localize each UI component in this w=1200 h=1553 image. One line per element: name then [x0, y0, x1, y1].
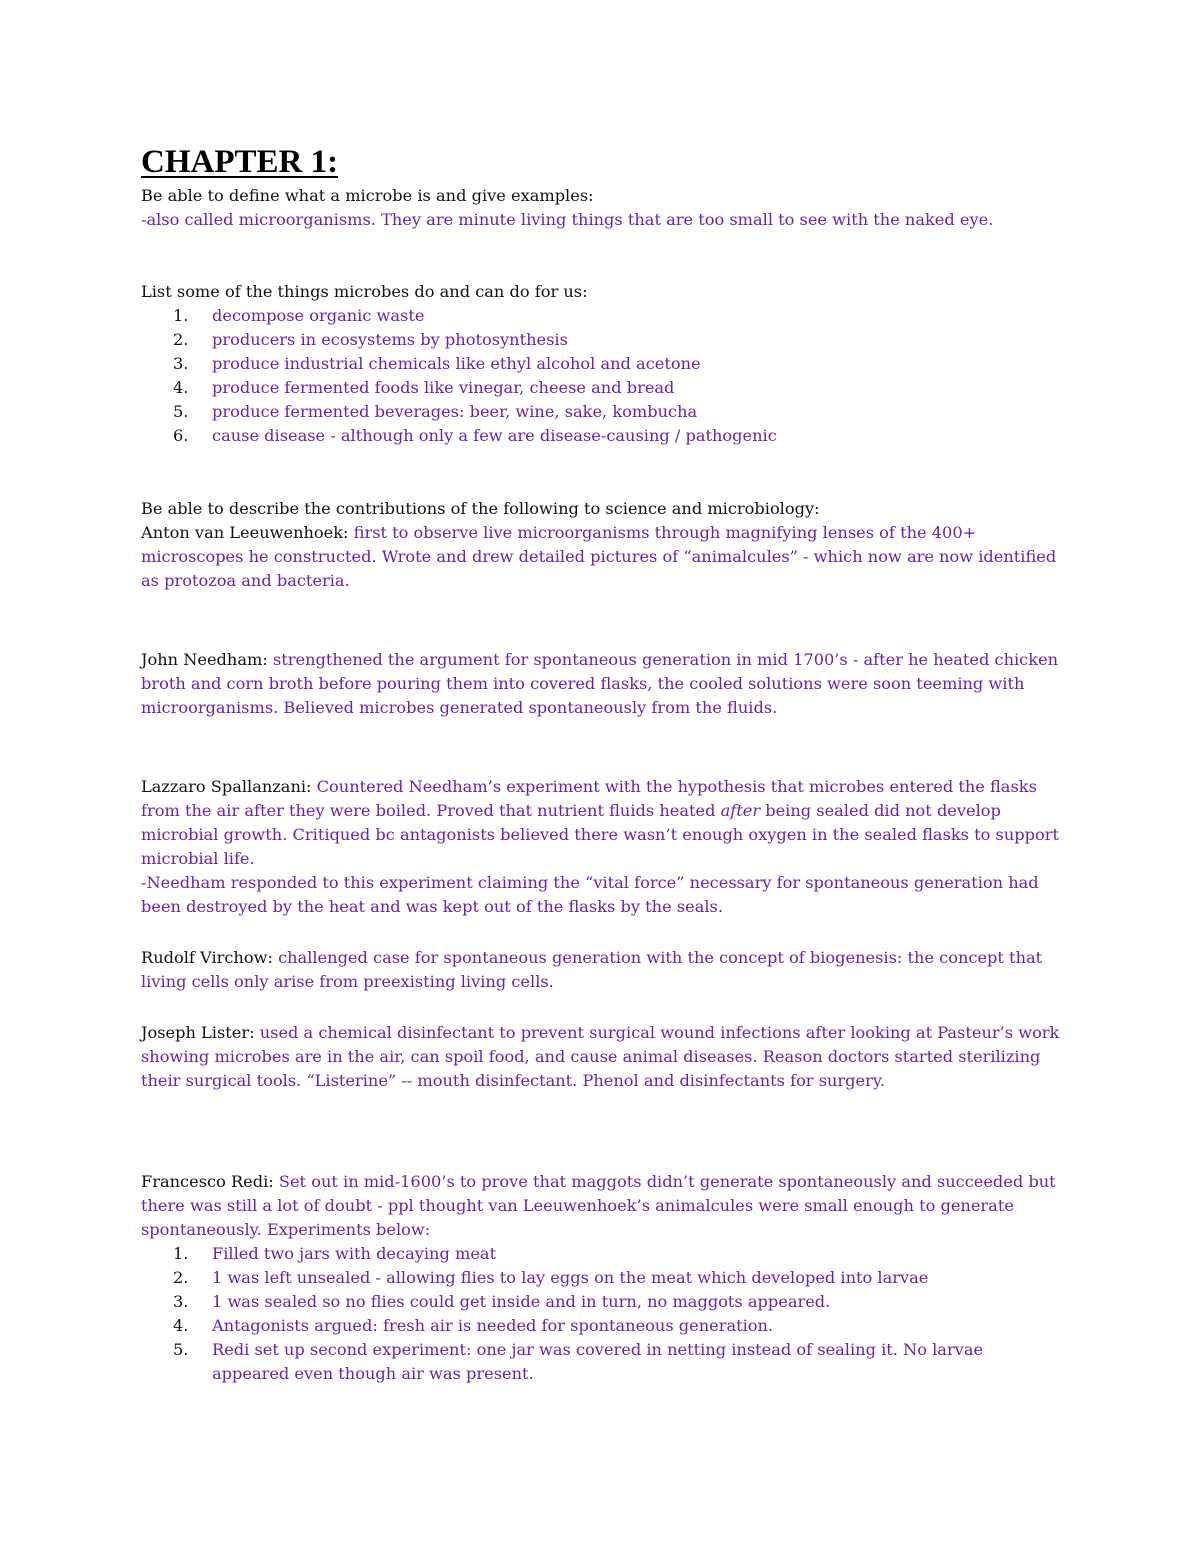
- list-item: [173, 328, 1061, 352]
- list-item: [173, 1290, 1061, 1314]
- list-item: [173, 376, 1061, 400]
- list-number: 6.: [173, 426, 189, 445]
- list-number: 5.: [173, 402, 189, 421]
- list-text: 1 was left unsealed - allowing flies to lay eggs on the meat which developed into larvae: [212, 1268, 929, 1287]
- person-name: John Needham:: [141, 650, 268, 669]
- list-number: 5.: [173, 1340, 189, 1359]
- entry-redi: [141, 1170, 1061, 1242]
- list-text: produce fermented beverages: beer, wine, sake, kombucha: [212, 402, 698, 421]
- emphasis-after: after: [720, 801, 761, 820]
- person-description: strengthened the argument for spontaneous generation in mid 1700’s - after he heated chicken broth and corn broth before pouring them into covered flasks, the cooled solutions were soon teeming with microorganisms. Believed microbes generated spontaneously from the fluids.: [141, 650, 1059, 717]
- list-item: [173, 1338, 1061, 1386]
- list-item: [173, 352, 1061, 376]
- list-item: [173, 1266, 1061, 1290]
- list-text: produce fermented foods like vinegar, cheese and bread: [212, 378, 675, 397]
- person-name: Francesco Redi:: [141, 1172, 274, 1191]
- person-description: Countered Needham’s experiment with the hypothesis that microbes entered the flasks from the air after they were boiled. Proved that nutrient fluids heated: [141, 777, 1037, 820]
- entry-needham: [141, 648, 1061, 720]
- list-item: [173, 424, 1061, 448]
- microbe-uses-list: [141, 304, 1061, 448]
- list-text: produce industrial chemicals like ethyl alcohol and acetone: [212, 354, 701, 373]
- entry-spallanzani: [141, 775, 1061, 871]
- list-text: decompose organic waste: [212, 306, 425, 325]
- list-number: 1.: [173, 1244, 189, 1263]
- person-description: first to observe live microorganisms through magnifying lenses of the 400+ microscopes he constructed. Wrote and drew detailed pictures of “animalcules” - which now are now identified as protozoa and bacteria.: [141, 523, 1057, 590]
- chapter-title: CHAPTER 1:: [141, 144, 339, 180]
- list-item: [173, 400, 1061, 424]
- person-name: Lazzaro Spallanzani:: [141, 777, 312, 796]
- person-name: Joseph Lister:: [141, 1023, 255, 1042]
- question-microbe-uses: List some of the things microbes do and can do for us:: [141, 282, 588, 301]
- list-number: 2.: [173, 330, 189, 349]
- answer-define-microbe: -also called microorganisms. They are minute living things that are too small to see with the naked eye.: [141, 210, 994, 229]
- redi-experiments-list: [141, 1242, 1061, 1386]
- list-text: cause disease - although only a few are disease-causing / pathogenic: [212, 426, 777, 445]
- list-text: Redi set up second experiment: one jar was covered in netting instead of sealing it. No larvae appeared even though air was present.: [212, 1340, 984, 1383]
- person-description: challenged case for spontaneous generation with the concept of biogenesis: the concept that living cells only arise from preexisting living cells.: [141, 948, 1043, 991]
- list-text: 1 was sealed so no flies could get inside and in turn, no maggots appeared.: [212, 1292, 831, 1311]
- list-text: Filled two jars with decaying meat: [212, 1244, 497, 1263]
- list-number: 4.: [173, 1316, 189, 1335]
- entry-leeuwenhoek: [141, 521, 1061, 593]
- spallanzani-needham-response: -Needham responded to this experiment claiming the “vital force” necessary for spontaneous generation had been destroyed by the heat and was kept out of the flasks by the seals.: [141, 873, 1039, 916]
- list-number: 3.: [173, 354, 189, 373]
- question-define-microbe: Be able to define what a microbe is and give examples:: [141, 186, 594, 205]
- entry-virchow: [141, 946, 1061, 994]
- list-item: [173, 304, 1061, 328]
- list-text: producers in ecosystems by photosynthesis: [212, 330, 568, 349]
- list-number: 1.: [173, 306, 189, 325]
- list-text: Antagonists argued: fresh air is needed for spontaneous generation.: [212, 1316, 774, 1335]
- document-page: [141, 140, 1061, 1386]
- person-description-cont: being sealed did not develop microbial growth. Critiqued bc antagonists believed there wasn’t enough oxygen in the sealed flasks to support microbial life.: [141, 801, 1059, 868]
- list-item: [173, 1242, 1061, 1266]
- person-description: Set out in mid-1600’s to prove that maggots didn’t generate spontaneously and succeeded but there was still a lot of doubt - ppl thought van Leeuwenhoek’s animalcules were small enough to generate spontaneously. Experiments below:: [141, 1172, 1056, 1239]
- person-name: Rudolf Virchow:: [141, 948, 273, 967]
- entry-lister: [141, 1021, 1061, 1093]
- list-number: 2.: [173, 1268, 189, 1287]
- list-item: [173, 1314, 1061, 1338]
- person-name: Anton van Leeuwenhoek:: [141, 523, 349, 542]
- list-number: 3.: [173, 1292, 189, 1311]
- list-number: 4.: [173, 378, 189, 397]
- question-contributions: Be able to describe the contributions of the following to science and microbiology:: [141, 499, 820, 518]
- person-description: used a chemical disinfectant to prevent surgical wound infections after looking at Pasteur’s work showing microbes are in the air, can spoil food, and cause animal diseases. Reason doctors started sterilizing their surgical tools. “Listerine” -- mouth disinfectant. Phenol and disinfectants for surgery.: [141, 1023, 1060, 1090]
